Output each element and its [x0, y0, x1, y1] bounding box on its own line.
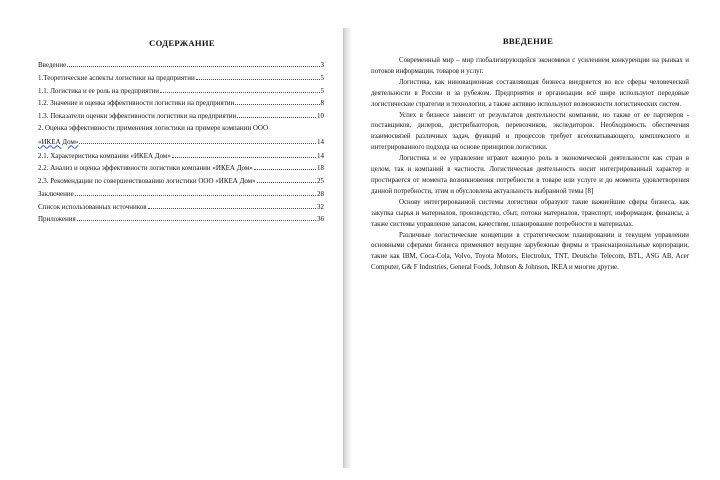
toc-leader [172, 151, 316, 158]
toc-entry[interactable]: Введение 3 [38, 61, 324, 69]
document-page-introduction [363, 28, 693, 468]
toc-leader [196, 73, 320, 80]
toc-entry[interactable]: 2.1. Характеристика компании «ИКЕА Дом» 14 [38, 151, 324, 160]
toc-leader [235, 98, 319, 105]
toc-entry[interactable]: 2. Оценка эффективности применения логистики на примере компании ООО «ИКЕА Дом» 14 [38, 123, 324, 146]
toc-entry[interactable]: Заключение 28 [38, 189, 324, 198]
toc-entry[interactable]: Список использованных источников 32 [38, 202, 324, 211]
toc-entry[interactable]: 1.1. Логистика и ее роль на предприятии 5 [38, 86, 324, 95]
toc-leader [148, 202, 316, 209]
toc-leader [160, 86, 320, 93]
paragraph: Успех в бизнесе зависит от результатов деятельности компании, но также от ее партнеров - поставщиков, дилеров, дистрибьюторов, перевозчиков, экспедиторов. Необходимость обеспечения взаимосвязей различных задач, функций и процессов требует всеохватывающего, комплексного и интегрированного подхода на основе принципов логистики. [371, 111, 689, 152]
paragraph: Основу интегрированной системы логистики образуют такие важнейшие сферы бизнеса, как закупка сырья и материалов, производство, сбыт, потоки материалов, транспорт, информация, финансы, а также системы управление запасом, качеством, планирование потребности в материалах. [371, 198, 689, 228]
toc-leader [77, 214, 316, 221]
document-page-contents [32, 28, 332, 468]
page-gutter-shadow [344, 28, 352, 468]
toc-entry[interactable]: Приложения 36 [38, 215, 324, 224]
toc-entry[interactable]: 1.2. Значение и оценка эффективности логистики на предприятии 8 [38, 99, 324, 108]
toc-leader [79, 137, 316, 144]
paragraph: Современный мир – мир глобализирующейся экономики с усилением конкуренции на рынках и потоков информации, товаров и услуг. [371, 57, 689, 75]
toc-leader [75, 189, 316, 196]
toc-leader [237, 111, 316, 118]
paragraph: Логистика, как инновационная составляющая бизнеса внедряется во все сферы человеческой деятельности в России и за рубежом. Предприятия и организации всё шире используют передовые логистические стратегии и технологии, а также активно используют возможности логистических систем. [371, 78, 689, 108]
toc-entry[interactable]: 1.3. Показатели оценки эффективности логистики на предприятии 10 [38, 112, 324, 121]
toc-leader [254, 163, 316, 170]
toc-leader [67, 60, 319, 67]
toc-entry[interactable]: 2.2. Анализ и оценка эффективности логистики компании «ИКЕА Дом» 18 [38, 164, 324, 173]
toc-entry[interactable]: 1.Теоретические аспекты логистики на предприятии 5 [38, 73, 324, 82]
introduction-title: ВВЕДЕНИЕ [502, 36, 554, 46]
paragraph: Различные логистические концепции в стратегическом планировании и текущем управлении основными сферами бизнеса применяют ведущие зарубежные фирмы и транснациональные корпорации, такие как IBM, Coca-Cola, Volvo, Toyota Motors, Electrolux, TNT, Deutsche Telecom, BTL, ASG AB, Acer Computer, G& F Industries, General Foods, Johnson & Johnson, IKEA и многие другие. [371, 231, 689, 272]
paragraph: Логистика и ее управление играют важную роль в экономической деятельности как стран в целом, так и компаний в частности. Логистическая деятельность носит интегрированный характер и простирается от момента возникновения потребности в товаре или услуге и до момента удовлетворения данной потребности, этим и обусловлена актуальность выбранной темы [8] [371, 155, 689, 195]
contents-title: СОДЕРЖАНИЕ [149, 38, 215, 48]
table-of-contents [38, 60, 324, 227]
toc-leader [257, 176, 316, 183]
toc-entry[interactable]: 2.3. Рекомендации по совершенствованию логистики ООО «ИКЕА Дом» 25 [38, 177, 324, 186]
introduction-body [371, 56, 689, 274]
